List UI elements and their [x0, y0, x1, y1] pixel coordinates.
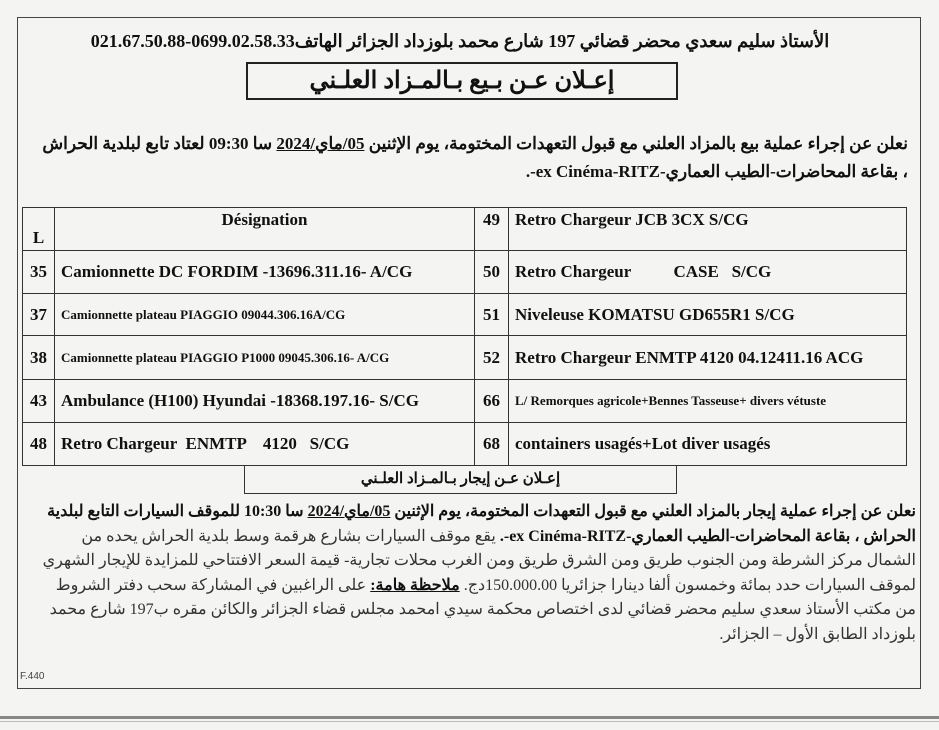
sale-notice-part1: نعلن عن إجراء عملية بيع بالمزاد العلني مع قبول التعهدات المختومة، يوم الإثنين: [364, 134, 908, 153]
lot-number: 38: [23, 336, 55, 380]
lot-number: 52: [475, 336, 509, 380]
sale-notice-part2: سا 09:30 لعتاد تابع لبلدية الحراش ، بقاعة المحاضرات-الطيب العماري-ex Cinéma-RITZ-.: [42, 134, 908, 181]
bailiff-header: الأستاذ سليم سعدي محضر قضائي 197 شارع محمد بلوزداد الجزائر الهاتف0699.02.58.33-021.67.50.88: [90, 31, 830, 51]
lot-designation: Retro Chargeur ENMTP 4120 S/CG: [55, 423, 475, 466]
lot-number: 50: [475, 251, 509, 294]
lot-number: 48: [23, 423, 55, 466]
document-reference: F.440: [20, 671, 45, 682]
lot-designation: Retro Chargeur JCB 3CX S/CG: [509, 208, 907, 251]
table-row: [23, 336, 907, 380]
lot-designation: Retro Chargeur ENMTP 4120 04.12411.16 ACG: [509, 336, 907, 380]
table-row: [23, 294, 907, 336]
lot-number: 68: [475, 423, 509, 466]
rent-notice-part2: سا 10:30 للموقف السيارات التابع لبلدية الحراش ، بقاعة المحاضرات-الطيب العماري-ex Cinéma-RITZ-.: [47, 503, 916, 545]
lot-designation: Camionnette plateau PIAGGIO P1000 09045.306.16- A/CG: [55, 336, 475, 380]
rent-notice-part3: يقع موقف السيارات بشارع هرقمة وسط بلدية الحراش يحده من الشمال مركز الشرطة ومن الجنوب طريق ومن الشرق طريق ومن الغرب محلات تجارية- قيمة السعر الافتتاحي للمزايدة للإيجار الشهري لموقف السيارات حدد بمائة وخمسون ألفا دينارا جزائريا 150.000.00دج.: [42, 527, 916, 594]
rent-date: 05/ماي/2024: [307, 503, 391, 520]
lot-designation: Retro Chargeur CASE S/CG: [509, 251, 907, 294]
bottom-divider-thin: [0, 721, 939, 722]
lot-number: 49: [475, 208, 509, 251]
sale-notice: [40, 130, 908, 186]
rent-notice-part1: نعلن عن إجراء عملية إيجار بالمزاد العلني مع قبول التعهدات المختومة، يوم الإثنين: [390, 503, 916, 520]
table-header-row: [23, 208, 907, 251]
important-note-label: ملاحظة هامة:: [370, 576, 460, 594]
lot-designation: containers usagés+Lot diver usagés: [509, 423, 907, 466]
lot-number: 66: [475, 380, 509, 423]
lot-number: 37: [23, 294, 55, 336]
sale-title: إعـلان عـن بـيع بـالمـزاد العلـني: [246, 62, 678, 100]
lot-number: 35: [23, 251, 55, 294]
lot-column-header: L: [23, 208, 55, 251]
lot-number: 51: [475, 294, 509, 336]
rent-notice-part4: على الراغبين في المشاركة سحب دفتر الشروط من مكتب الأستاذ سعدي سليم محضر قضائي لدى اختصاص محكمة سيدي امحمد مجلس قضاء الجزائر والكائن مقره ب197 شارع محمد بلوزداد الطابق الأول – الجزائر.: [49, 576, 916, 643]
lots-table: [22, 207, 907, 466]
table-row: [23, 423, 907, 466]
lot-designation: Ambulance (H100) Hyundai -18368.197.16- S/CG: [55, 380, 475, 423]
rent-notice: [40, 500, 916, 647]
lot-designation: Camionnette DC FORDIM -13696.311.16- A/CG: [55, 251, 475, 294]
table-row: [23, 380, 907, 423]
sale-date: 05/ماي/2024: [276, 134, 365, 153]
rent-title: إعـلان عـن إيجار بـالمـزاد العلـني: [244, 466, 677, 494]
bottom-divider: [0, 716, 939, 719]
designation-column-header: Désignation: [55, 208, 475, 251]
lot-designation: L/ Remorques agricole+Bennes Tasseuse+ divers vétuste: [509, 380, 907, 423]
lot-designation: Camionnette plateau PIAGGIO 09044.306.16A/CG: [55, 294, 475, 336]
table-row: [23, 251, 907, 294]
lot-designation: Niveleuse KOMATSU GD655R1 S/CG: [509, 294, 907, 336]
lot-number: 43: [23, 380, 55, 423]
